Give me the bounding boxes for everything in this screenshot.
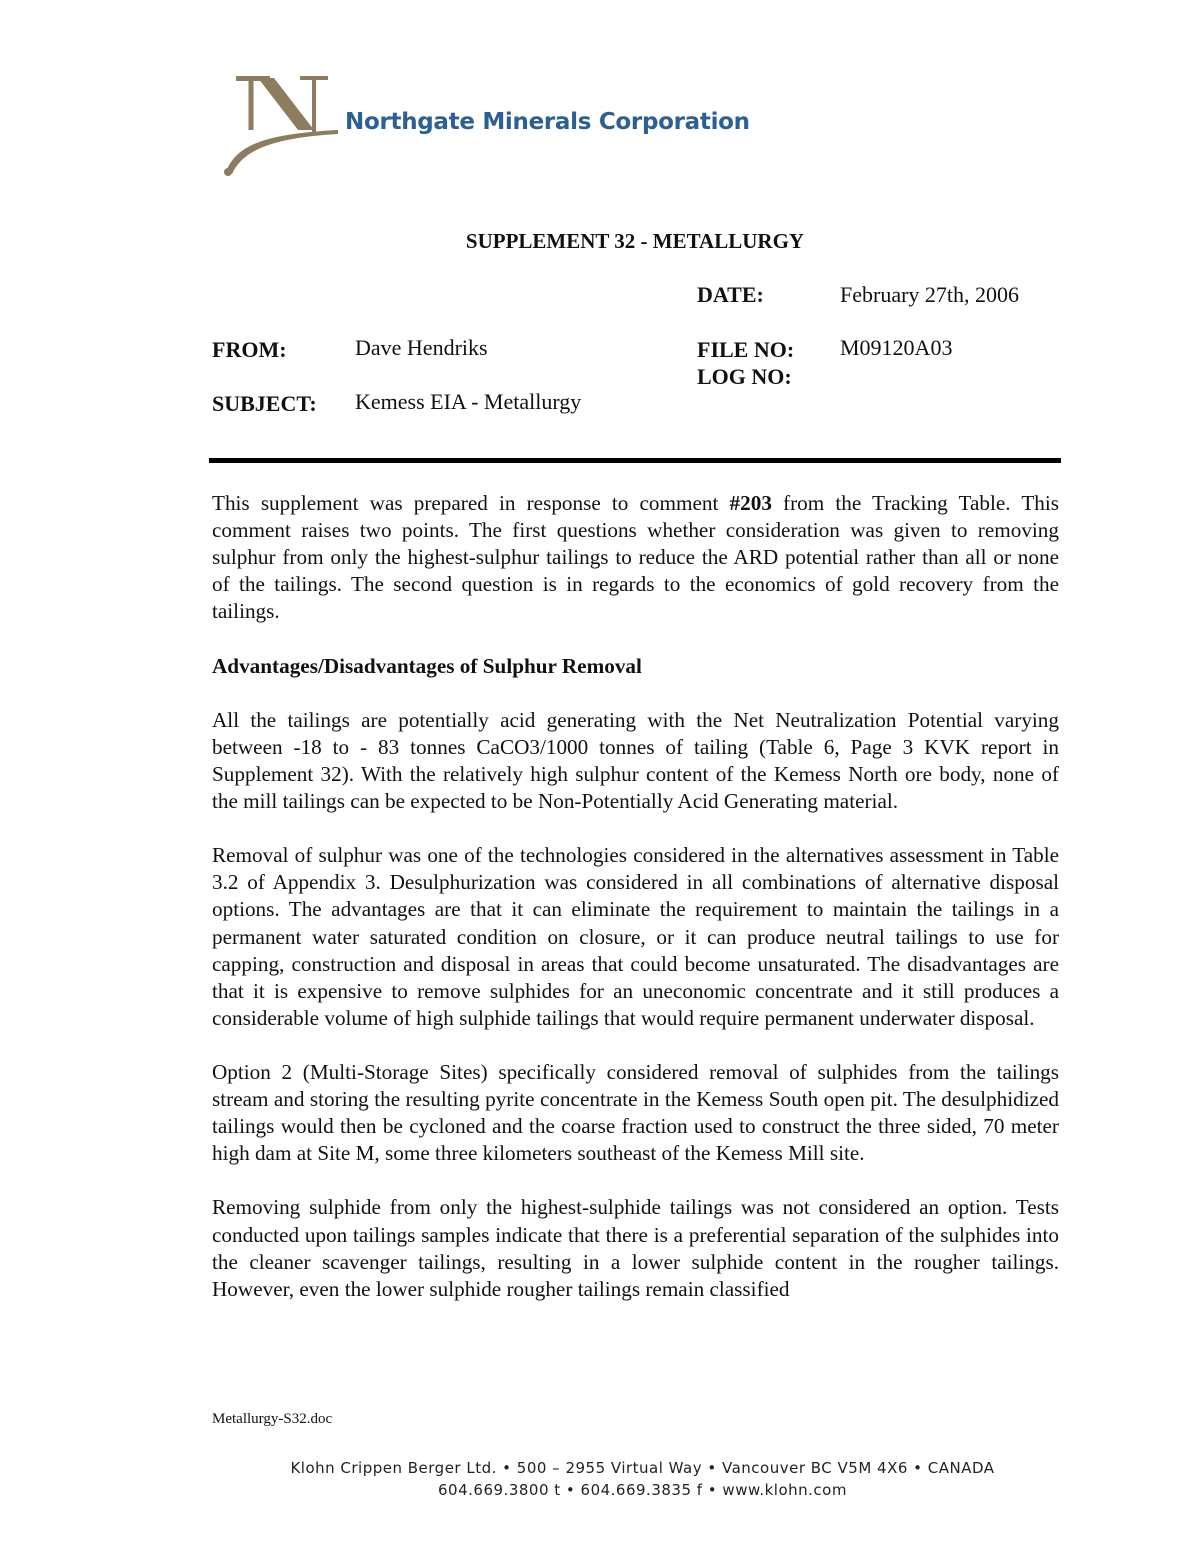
- body-paragraph: All the tailings are potentially acid generating with the Net Neutralization Potential varying between -18 to - 83 tonnes CaCO3/1000 tonnes of tailing (Table 6, Page 3 KVK report in Supplement 32). With the relatively high sulphur content of the Kemess North ore body, none of the mill tailings can be expected to be Non-Potentially Acid Generating material.: [212, 707, 1059, 814]
- document-title: SUPPLEMENT 32 - METALLURGY: [465, 229, 805, 253]
- intro-text-start: This supplement was prepared in response to comment: [212, 491, 730, 515]
- intro-paragraph: [212, 490, 1059, 625]
- body-paragraph: Option 2 (Multi-Storage Sites) specifically considered removal of sulphides from the tailings stream and storing the resulting pyrite concentrate in the Kemess South open pit. The desulphidized tailings would then be cycloned and the coarse fraction used to construct the three sided, 70 meter high dam at Site M, some three kilometers southeast of the Kemess Mill site.: [212, 1059, 1059, 1166]
- company-name: Northgate Minerals Corporation: [345, 109, 750, 135]
- intro-text-end: from the Tracking Table. This comment raises two points. The first questions whether consideration was given to removing sulphur from only the highest-sulphur tailings to reduce the ARD potential rather than all or none of the tailings. The second question is in regards to the economics of gold recovery from the tailings.: [212, 491, 1060, 624]
- from-label: FROM:: [212, 337, 287, 362]
- from-value: Dave Hendriks: [355, 335, 488, 360]
- subject-value: Kemess EIA - Metallurgy: [355, 389, 582, 414]
- file-no-value: M09120A03: [840, 335, 953, 360]
- company-logo: [218, 68, 750, 183]
- header-divider: [209, 458, 1061, 463]
- subject-label: SUBJECT:: [212, 391, 317, 416]
- file-no-label: FILE NO:: [697, 337, 795, 362]
- comment-number: #203: [729, 491, 772, 515]
- log-no-label: LOG NO:: [697, 364, 792, 389]
- document-filename: Metallurgy-S32.doc: [212, 1411, 333, 1427]
- northgate-n-logo-icon: [218, 68, 348, 183]
- section-heading: Advantages/Disadvantages of Sulphur Removal: [212, 653, 642, 678]
- footer-address: Klohn Crippen Berger Ltd. • 500 – 2955 Virtual Way • Vancouver BC V5M 4X6 • CANADA: [290, 1459, 995, 1477]
- date-label: DATE:: [697, 282, 764, 307]
- footer-contact: 604.669.3800 t • 604.669.3835 f • www.klohn.com: [438, 1481, 847, 1499]
- body-paragraph: Removal of sulphur was one of the technologies considered in the alternatives assessment in Table 3.2 of Appendix 3. Desulphurization was considered in all combinations of alternative disposal options. The advantages are that it can eliminate the requirement to maintain the tailings in a permanent water saturated condition on closure, or it can produce neutral tailings to use for capping, construction and disposal in areas that could become unsaturated. The disadvantages are that it is expensive to remove sulphides for an uneconomic concentrate and it still produces a considerable volume of high sulphide tailings that would require permanent underwater disposal.: [212, 843, 1059, 1030]
- body-paragraph: Removing sulphide from only the highest-sulphide tailings was not considered an option. Tests conducted upon tailings samples indicate that there is a preferential separation of the sulphides into the cleaner scavenger tailings, resulting in a lower sulphide content in the rougher tailings. However, even the lower sulphide rougher tailings remain classified: [212, 1195, 1059, 1301]
- date-value: February 27th, 2006: [840, 282, 1020, 307]
- document-body: [212, 490, 1059, 1330]
